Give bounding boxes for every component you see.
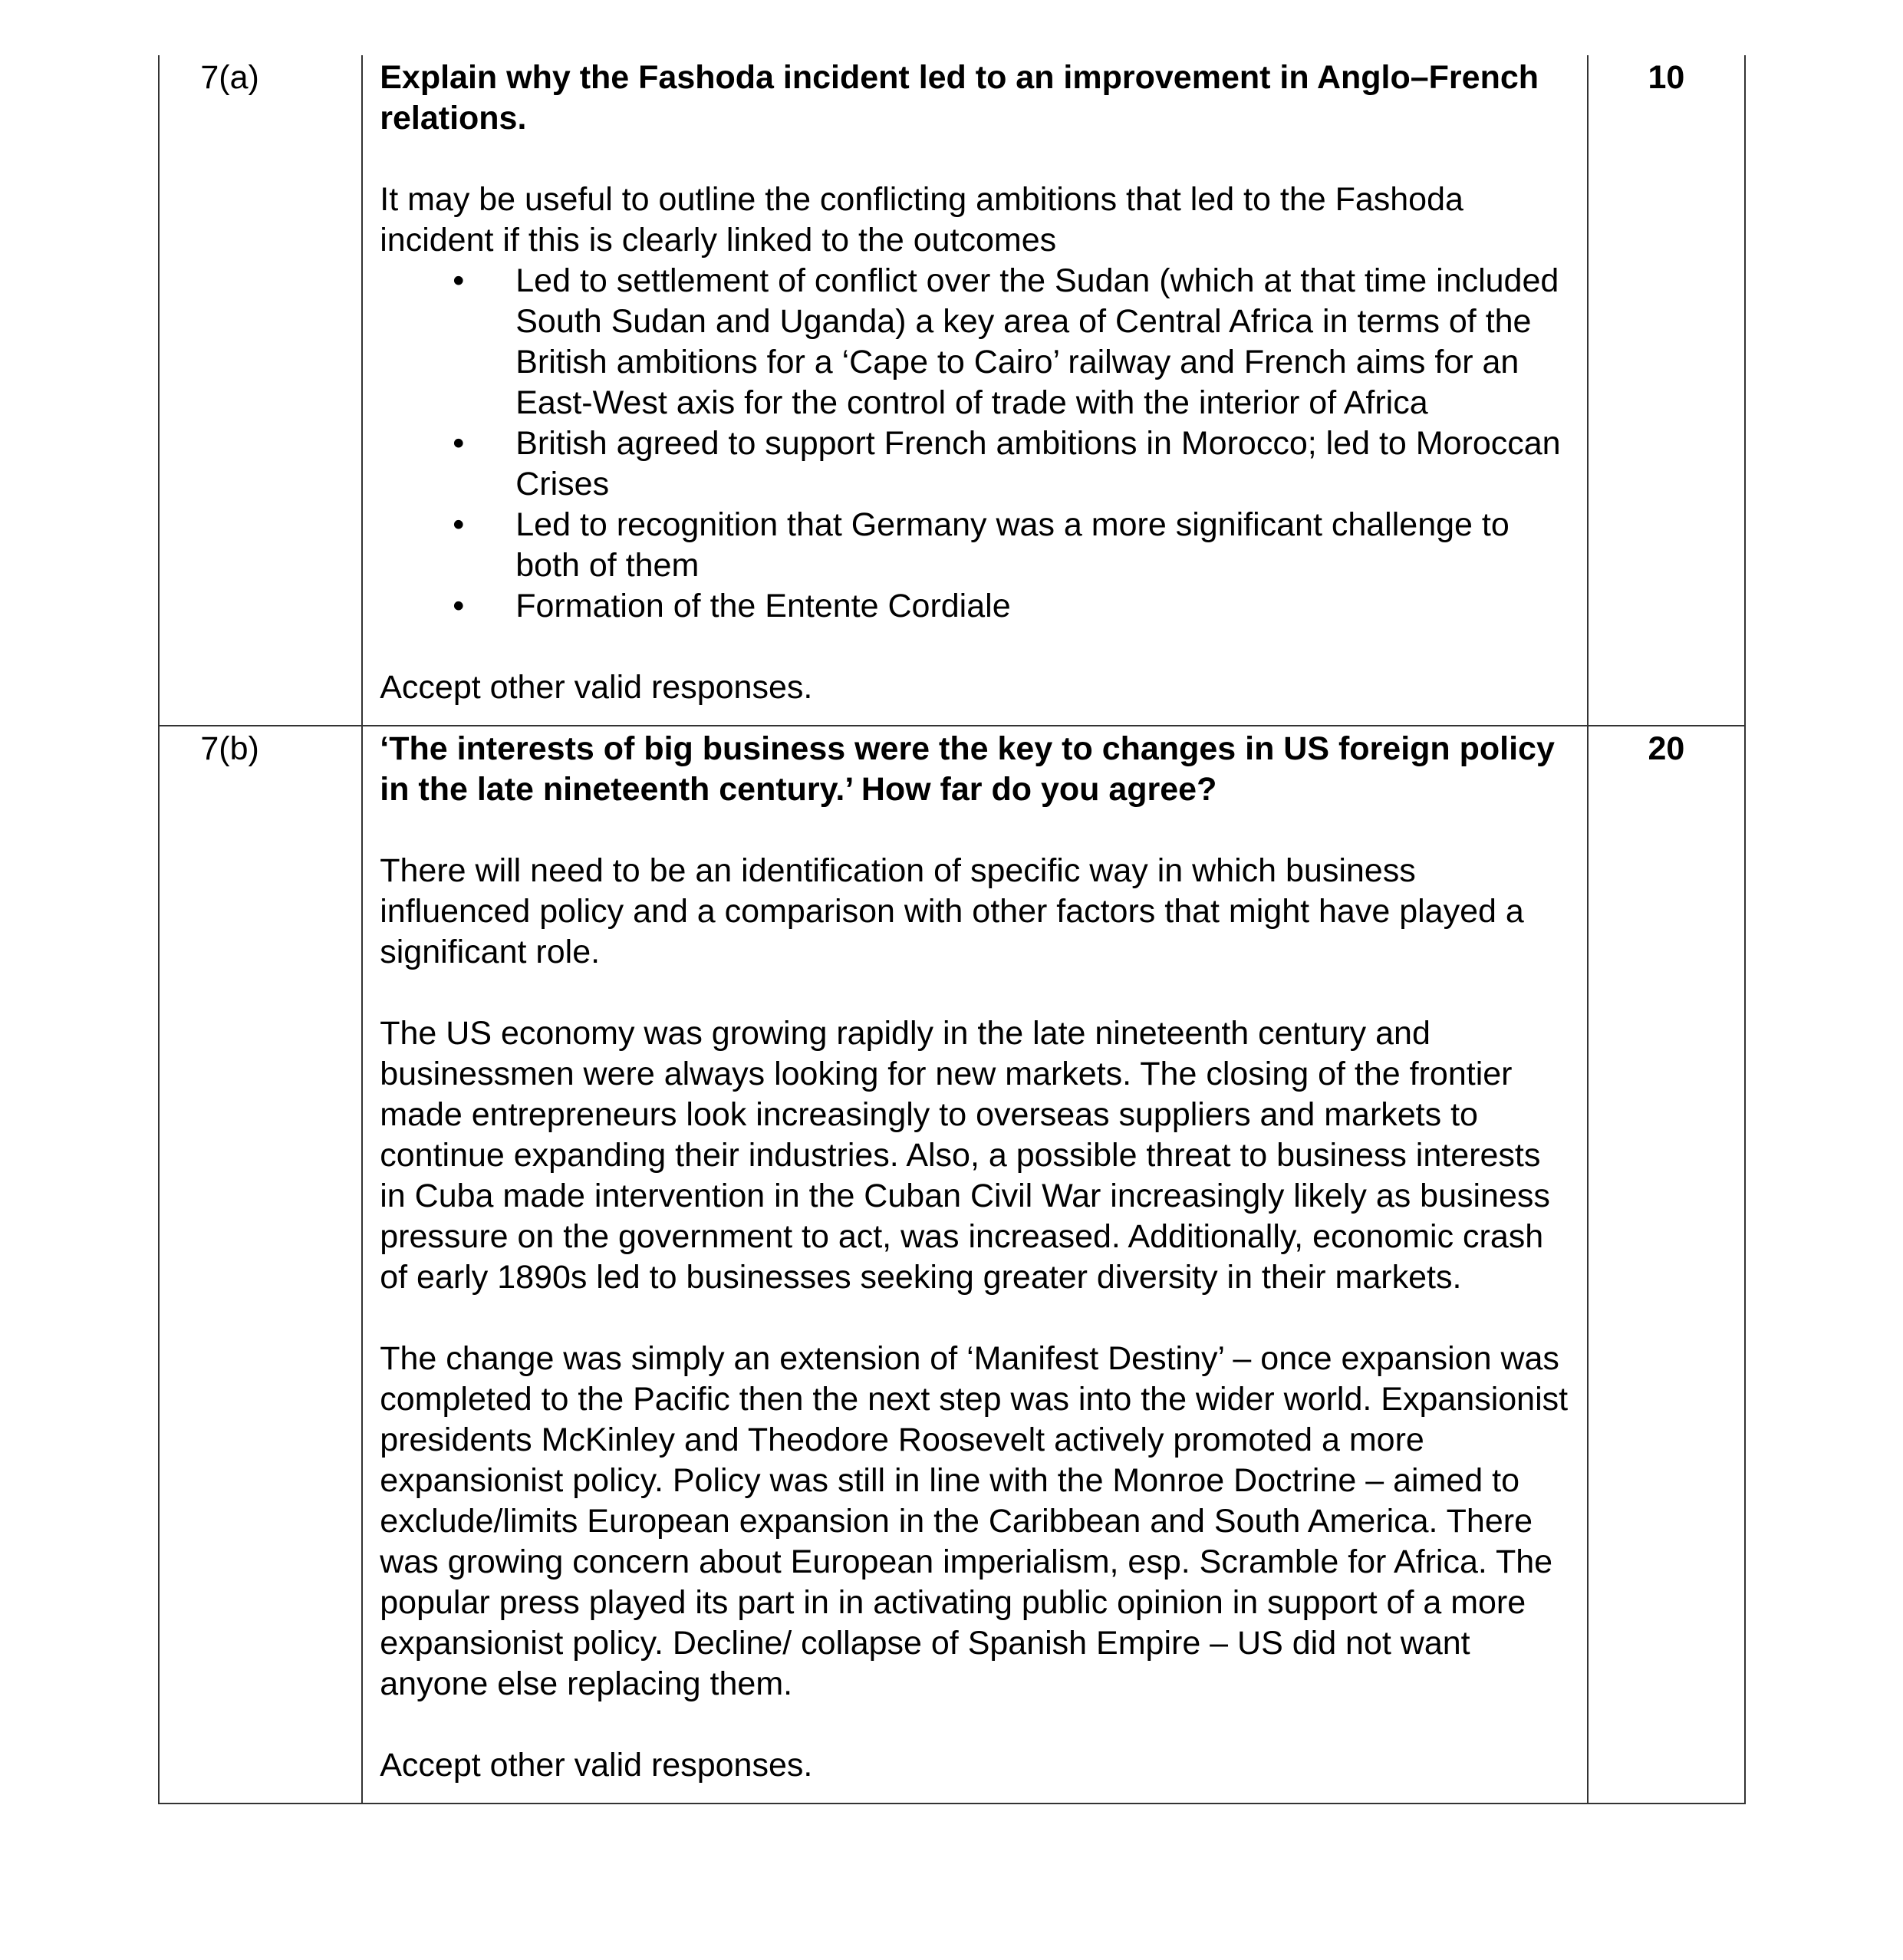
list-item bbox=[380, 505, 1572, 586]
closing-note: Accept other valid responses. bbox=[380, 669, 813, 706]
list-item-text: British agreed to support French ambitions in Morocco; led to Moroccan Crises bbox=[515, 425, 1561, 502]
list-item bbox=[380, 586, 1572, 627]
guidance-paragraph: There will need to be an identification of specific way in which business influenced policy and a comparison with other factors that might have played a significant role. bbox=[380, 852, 1524, 970]
bullet-icon: • bbox=[453, 262, 465, 299]
list-item-text: Formation of the Entente Cordiale bbox=[515, 588, 1011, 624]
marks-value: 20 bbox=[1588, 726, 1745, 1804]
guidance-intro: It may be useful to outline the conflicting ambitions that led to the Fashoda incident if this is clearly linked to the outcomes bbox=[380, 181, 1463, 259]
list-item bbox=[380, 423, 1572, 505]
mark-scheme-table bbox=[158, 55, 1746, 1804]
guidance-paragraph: The change was simply an extension of ‘Manifest Destiny’ – once expansion was completed to the Pacific then the next step was into the wider world. Expansionist presidents McKinley and Theodore Roosevelt actively promoted a more expansionist policy. Policy was still in line with the Monroe Doctrine – aimed to exclude/limits European expansion in the Caribbean and South America. There was growing concern about European imperialism, esp. Scramble for Africa. The popular press played its part in in activating public opinion in support of a more expansionist policy. Decline/ collapse of Spanish Empire – US did not want anyone else replacing them. bbox=[380, 1340, 1569, 1702]
answer-cell bbox=[362, 55, 1588, 726]
bullet-icon: • bbox=[453, 588, 465, 624]
bullet-icon: • bbox=[453, 425, 465, 462]
question-number: 7(a) bbox=[159, 55, 362, 726]
list-item-text: Led to settlement of conflict over the Sudan (which at that time included South Sudan and Uganda) a key area of Central Africa in terms of the British ambitions for a ‘Cape to Cairo’ railway and French aims for an East-West axis for the control of trade with the interior of Africa bbox=[515, 262, 1559, 421]
question-text: ‘The interests of big business were the key to changes in US foreign policy in the late nineteenth century.’ How far do you agree? bbox=[380, 730, 1555, 808]
bullet-icon: • bbox=[453, 506, 465, 543]
question-row-7a bbox=[159, 55, 1745, 726]
question-row-7b bbox=[159, 726, 1745, 1804]
list-item bbox=[380, 261, 1572, 423]
question-number: 7(b) bbox=[159, 726, 362, 1804]
closing-note: Accept other valid responses. bbox=[380, 1747, 813, 1784]
list-item-text: Led to recognition that Germany was a more significant challenge to both of them bbox=[515, 506, 1510, 584]
guidance-paragraph: The US economy was growing rapidly in the late nineteenth century and businessmen were always looking for new markets. The closing of the frontier made entrepreneurs look increasingly to overseas suppliers and markets to continue expanding their industries. Also, a possible threat to business interests in Cuba made intervention in the Cuban Civil War increasingly likely as business pressure on the government to act, was increased. Additionally, economic crash of early 1890s led to businesses seeking greater diversity in their markets. bbox=[380, 1015, 1550, 1296]
question-text: Explain why the Fashoda incident led to an improvement in Anglo–French relations. bbox=[380, 59, 1539, 137]
marks-value: 10 bbox=[1588, 55, 1745, 726]
guidance-bullet-list bbox=[380, 261, 1572, 627]
answer-cell bbox=[362, 726, 1588, 1804]
